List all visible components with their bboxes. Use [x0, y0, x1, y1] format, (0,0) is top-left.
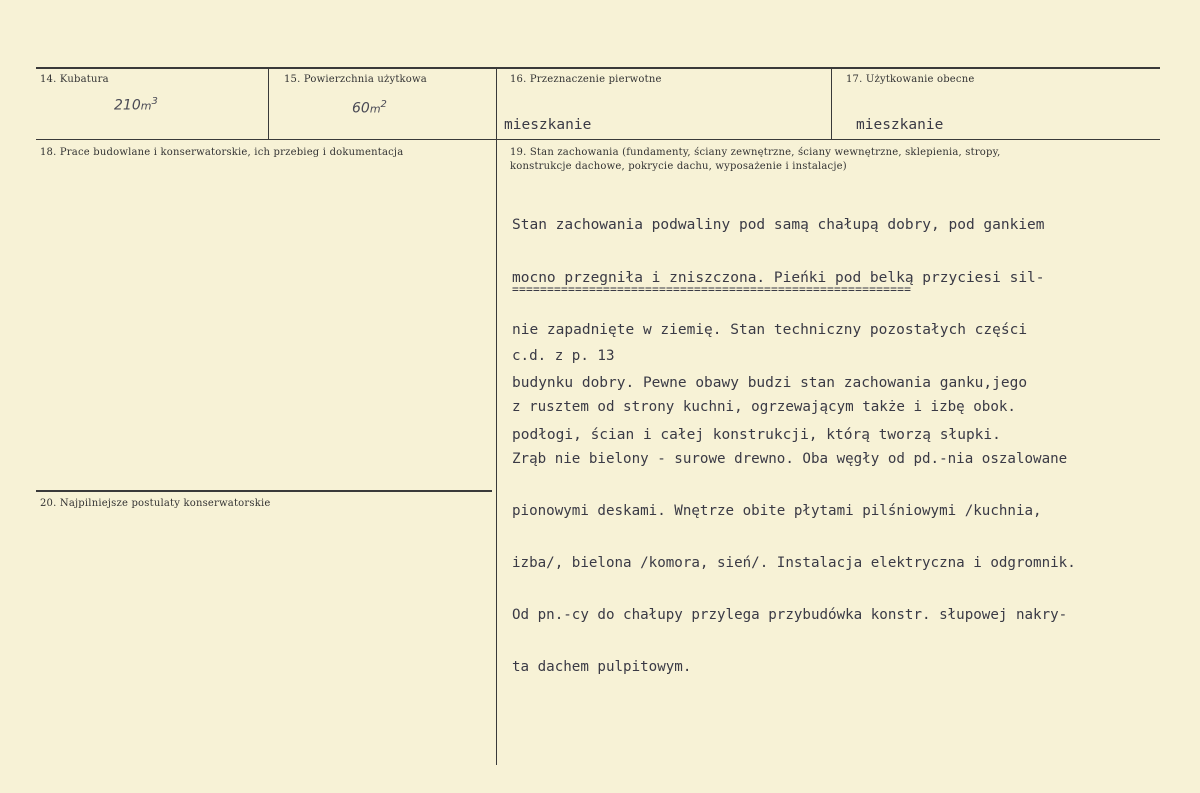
stan-zachowania-label-line1: 19. Stan zachowania (fundamenty, ściany zewnętrzne, ściany wewnętrzne, sklepienia, stropy,: [510, 147, 1001, 158]
continuation-line: ta dachem pulpitowym.: [512, 658, 692, 675]
stan-zachowania-line: budynku dobry. Pewne obawy budzi stan zachowania ganku,jego: [512, 374, 1028, 391]
prace-budowlane-label: 18. Prace budowlane i konserwatorskie, ich przebieg i dokumentacja: [40, 147, 404, 158]
kubatura-value-exponent: 3: [151, 96, 158, 107]
uzytkowanie-value: mieszkanie: [856, 117, 944, 133]
continuation-line: pionowymi deskami. Wnętrze obite płytami pilśniowymi /kuchnia,: [512, 503, 1042, 520]
stan-zachowania-line: podłogi, ścian i całej konstrukcji, którą tworzą słupki.: [512, 427, 1001, 443]
continuation-line: Zrąb nie bielony - surowe drewno. Oba węgły od pd.-nia oszalowane: [512, 451, 1068, 468]
stan-zachowania-line: nie zapadnięte w ziemię. Stan techniczny pozostałych części: [512, 322, 1028, 338]
continuation-line: z rusztem od strony kuchni, ogrzewającym także i izbę obok.: [512, 399, 1016, 416]
kubatura-value-number: 210: [114, 97, 141, 114]
stan-zachowania-line: mocno przegniła i zniszczona. Pieńki pod belką przyciesi sil-: [512, 269, 1045, 286]
continuation-text: [512, 313, 1076, 711]
powierzchnia-label: 15. Powierzchnia użytkowa: [284, 74, 427, 85]
kubatura-label: 14. Kubatura: [40, 74, 109, 85]
przeznaczenie-label: 16. Przeznaczenie pierwotne: [510, 74, 662, 85]
uzytkowanie-label: 17. Użytkowanie obecne: [846, 74, 975, 85]
kubatura-value-unit: m: [140, 99, 152, 113]
kubatura-value: [114, 96, 158, 114]
separator-line: =========================================================: [512, 283, 912, 296]
powierzchnia-value-number: 60: [352, 100, 370, 117]
divider-main: [496, 68, 497, 765]
field18-bottom-rule: [36, 490, 492, 492]
continuation-line: c.d. z p. 13: [512, 347, 615, 364]
continuation-line: izba/, bielona /komora, sień/. Instalacja elektryczna i odgromnik.: [512, 555, 1076, 572]
przeznaczenie-value: mieszkanie: [504, 117, 592, 133]
powierzchnia-value-unit: m: [369, 102, 381, 116]
powierzchnia-value-exponent: 2: [380, 99, 387, 110]
continuation-line: Od pn.-cy do chałupy przylega przybudówka konstr. słupowej nakry-: [512, 607, 1068, 624]
powierzchnia-value: [352, 99, 387, 117]
divider-16-17: [831, 68, 832, 139]
divider-14-15: [268, 68, 269, 139]
stan-zachowania-label-line2: konstrukcje dachowe, pokrycie dachu, wyposażenie i instalacje): [510, 161, 847, 172]
row1-bottom-rule: [36, 139, 1160, 140]
stan-zachowania-line: Stan zachowania podwaliny pod samą chałupą dobry, pod gankiem: [512, 217, 1045, 233]
top-rule: [36, 67, 1160, 69]
postulaty-label: 20. Najpilniejsze postulaty konserwatorskie: [40, 498, 271, 509]
